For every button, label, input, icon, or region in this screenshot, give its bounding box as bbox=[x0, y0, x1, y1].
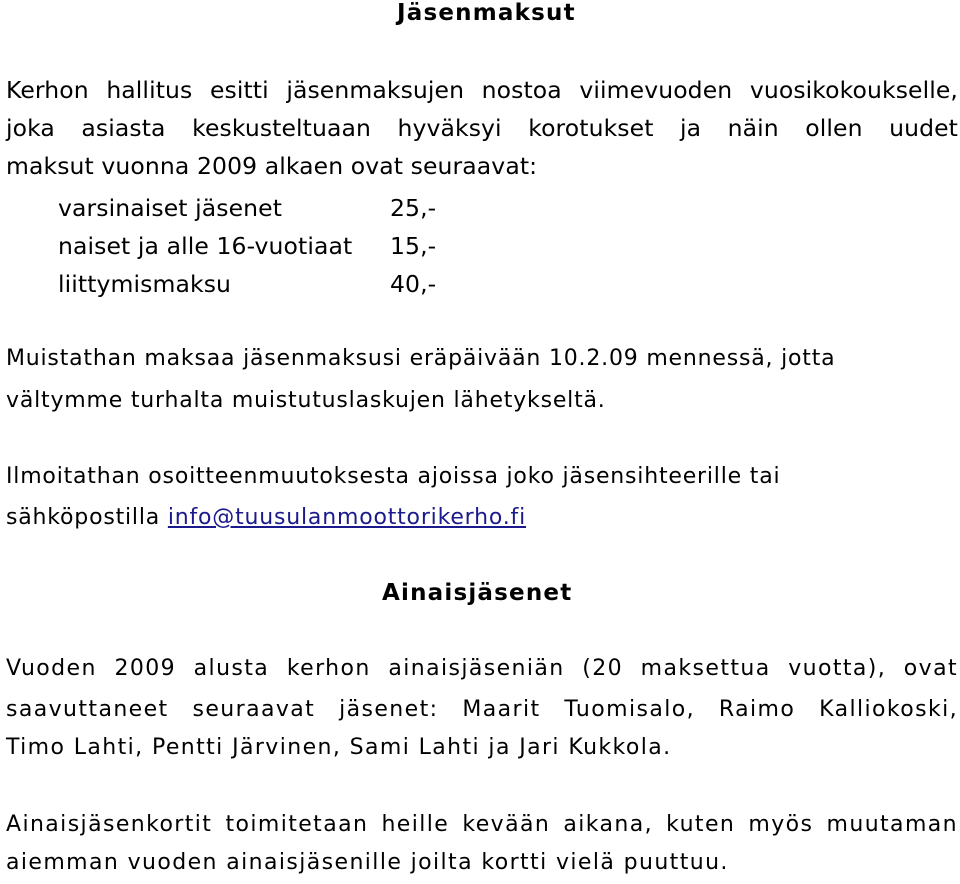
fee-value: 40,- bbox=[390, 270, 437, 298]
email-link[interactable]: info@tuusulanmoottorikerho.fi bbox=[167, 505, 526, 530]
fee-value: 25,- bbox=[390, 194, 437, 222]
intro-line-2: joka asiasta keskusteltuaan hyväksyi korotukset ja näin ollen uudet bbox=[6, 114, 958, 142]
intro-line-3: maksut vuonna 2009 alkaen ovat seuraavat: bbox=[6, 152, 538, 180]
fee-label: varsinaiset jäsenet bbox=[58, 194, 283, 222]
fee-label: liittymismaksu bbox=[58, 270, 232, 298]
reminder-line-1: Muistathan maksaa jäsenmaksusi eräpäivään 10.2.09 mennessä, jotta bbox=[6, 346, 836, 371]
reminder-line-2: vältymme turhalta muistutuslaskujen lähetykseltä. bbox=[6, 388, 606, 413]
address-line-2 bbox=[6, 505, 526, 530]
fee-label: naiset ja alle 16-vuotiaat bbox=[58, 232, 353, 260]
page-title: Jäsenmaksut bbox=[397, 0, 576, 26]
cards-line-1: Ainaisjäsenkortit toimitetaan heille kevään aikana, kuten myös muutaman bbox=[6, 812, 958, 837]
lifetime-line-1: Vuoden 2009 alusta kerhon ainaisjäseniän (20 maksettua vuotta), ovat bbox=[6, 656, 958, 681]
intro-line-1: Kerhon hallitus esitti jäsenmaksujen nostoa viimevuoden vuosikokoukselle, bbox=[6, 76, 958, 104]
lifetime-line-3: Timo Lahti, Pentti Järvinen, Sami Lahti ja Jari Kukkola. bbox=[6, 735, 672, 760]
lifetime-line-2: saavuttaneet seuraavat jäsenet: Maarit Tuomisalo, Raimo Kalliokoski, bbox=[6, 697, 958, 722]
address-line-1: Ilmoitathan osoitteenmuutoksesta ajoissa joko jäsensihteerille tai bbox=[6, 464, 781, 489]
section-title-ainaisjasenet: Ainaisjäsenet bbox=[382, 580, 573, 606]
cards-line-2: aiemman vuoden ainaisjäsenille joilta kortti vielä puuttuu. bbox=[6, 850, 729, 875]
address-prefix: sähköpostilla bbox=[6, 505, 161, 530]
fee-value: 15,- bbox=[390, 232, 437, 260]
